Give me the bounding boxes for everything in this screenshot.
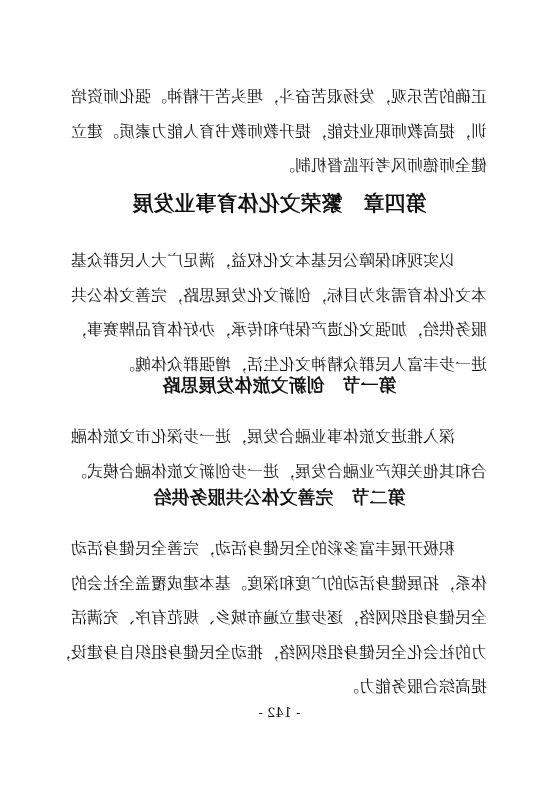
section-2-title: 第二节 完善文体公共服务供给 xyxy=(153,488,406,509)
section-1-title: 第一节 创新文旅体发展思路 xyxy=(162,376,397,397)
text-line: 提高综合服务能力。 xyxy=(342,677,487,696)
text-line: 力的社会化全民健身组织网络，推动全民健身组织自身建设， xyxy=(54,642,487,662)
chapter-title: 第四章 繁荣文化体育事业发展 xyxy=(132,192,427,216)
text-line: 深入推进文旅体事业融合发展，进一步深化市文旅体融 xyxy=(70,427,455,446)
page-number: - 142 - xyxy=(258,706,301,721)
text-line: 合和其他关联产业融合发展，进一步创新文旅体融合模式。 xyxy=(70,461,487,481)
text-line: 进一步丰富人民群众精神文化生活，增强群众体魄。 xyxy=(118,354,487,374)
text-line: 积极开展丰富多彩的全民健身活动，完善全民健身活动 xyxy=(70,539,455,558)
section-2-body xyxy=(54,532,487,705)
text-line: 全民健身组织网络，逐步建立遍布城乡、规范有序、充满活 xyxy=(70,608,487,627)
text-line: 正确的苦乐观，发扬艰苦奋斗，埋头苦干精神。强化师资培 xyxy=(70,87,487,106)
text-line: 健全师德师风考评监督机制。 xyxy=(278,156,487,175)
top-paragraph xyxy=(72,80,487,184)
text-line: 训，提高教师职业技能，提升教师教书育人能力素质。建立 xyxy=(70,121,487,141)
text-line: 本文化体育需求为目标，创新文化发展思路，完善文体公共 xyxy=(70,285,487,305)
section-1-body xyxy=(72,420,487,489)
chapter-intro xyxy=(72,244,487,382)
text-line: 服务供给，加强文化遗产保护和传承，办好体育品牌赛事， xyxy=(70,320,487,339)
text-line: 体系，拓展健身活动的广度和深度。基本建成覆盖全社会的 xyxy=(70,573,487,593)
text-line: 以实现和保障公民基本文化权益，满足广大人民群众基 xyxy=(70,251,455,270)
